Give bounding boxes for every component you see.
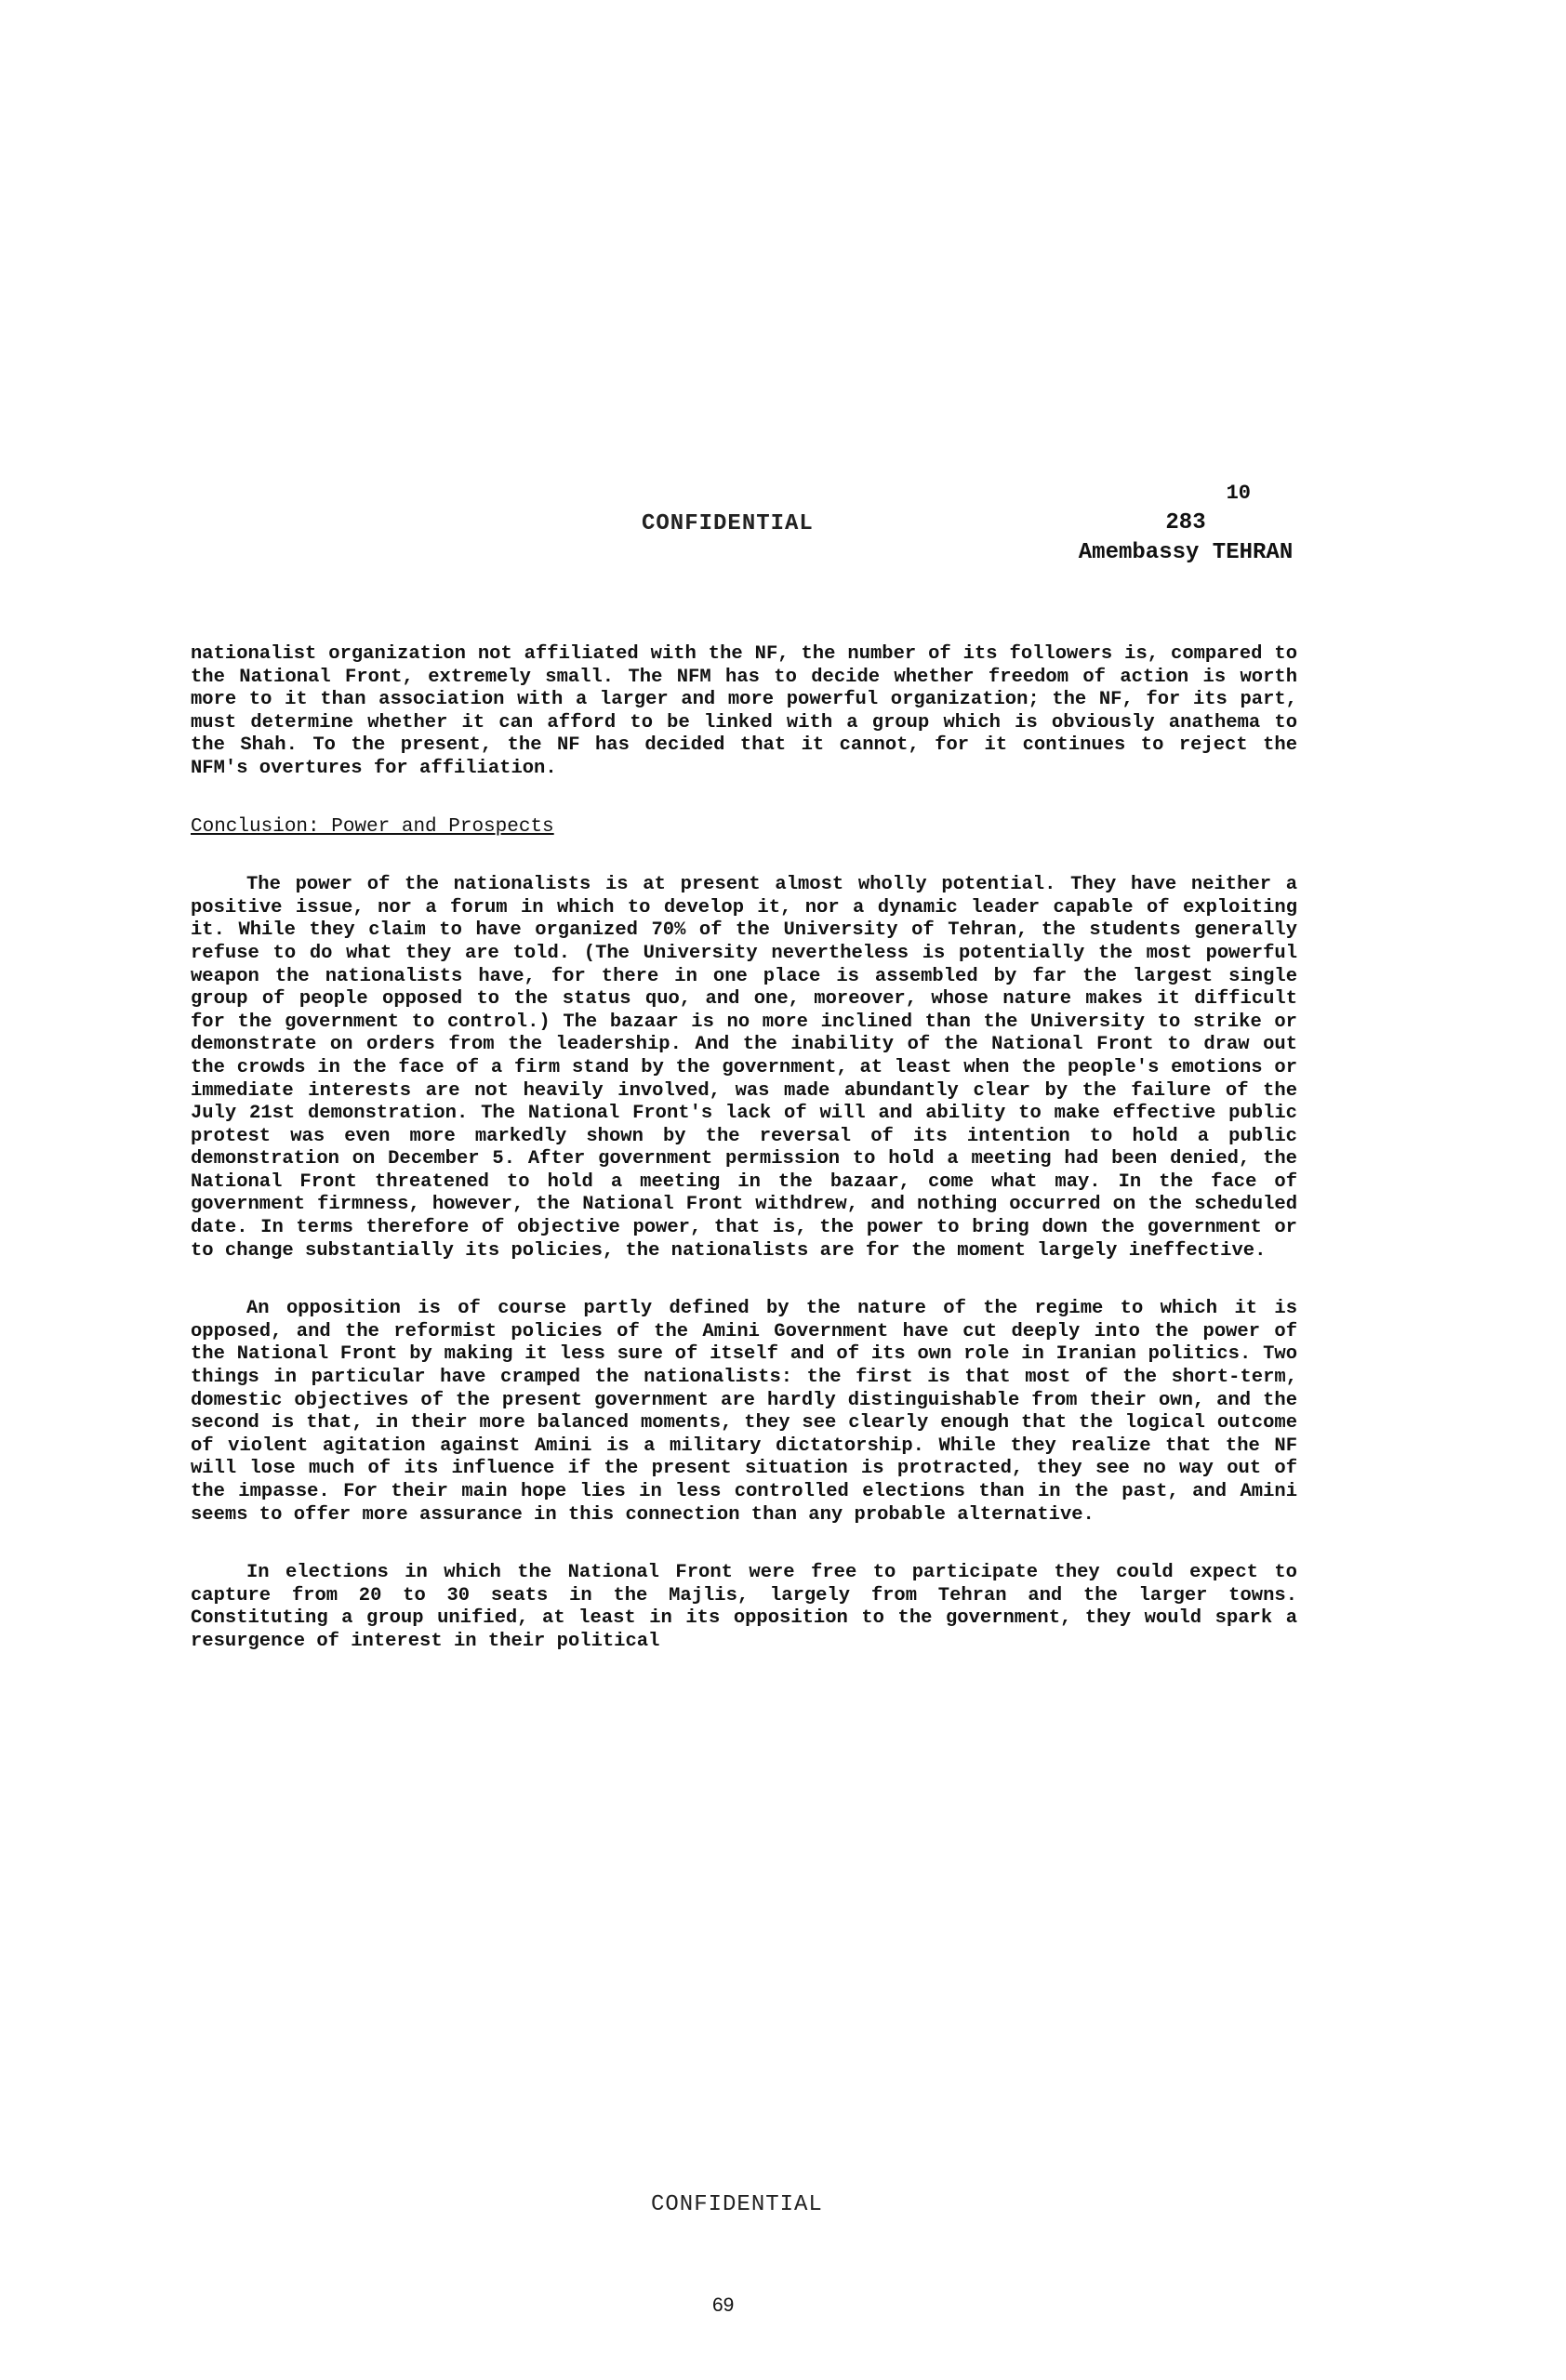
paragraph-power: The power of the nationalists is at present almost wholly potential. They have neither a positive issue, nor a forum in which to develop it, nor a dynamic leader capable of exploiting it. While they claim to have organized 70% of the University of Tehran, the students generally refuse to do what they are told. (The University nevertheless is potentially the most powerful weapon the nationalists have, for there in one place is assembled by far the largest single group of people opposed to the status quo, and one, moreover, whose nature makes it difficult for the government to control.) The bazaar is no more inclined than the University to strike or demonstrate on orders from the leadership. And the inability of the National Front to draw out the crowds in the face of a firm stand by the government, at least when the people's emotions or immediate interests are not heavily involved, was made abundantly clear by the failure of the July 21st demonstration. The National Front's lack of will and ability to make effective public protest was even more markedly shown by the reversal of its intention to hold a public demonstration on December 5. After government permission to hold a meeting had been denied, the National Front threatened to hold a meeting in the bazaar, come what may. In the face of government firmness, however, the National Front withdrew, and nothing occurred on the scheduled date. In terms therefore of objective power, that is, the power to bring down the government or to change substantially its policies, the nationalists are for the moment largely ineffective. <box>191 874 1297 1262</box>
paragraph-elections: In elections in which the National Front were free to participate they could expect to capture from 20 to 30 seats in the Majlis, largely from Tehran and the larger towns. Constituting a group unified, at least in its opposition to the government, they would spark a resurgence of interest in their political <box>191 1562 1297 1652</box>
document-body <box>191 643 1297 1689</box>
paragraph-opposition: An opposition is of course partly defined by the nature of the regime to which it is opposed, and the reformist policies of the Amini Government have cut deeply into the power of the National Front by making it less sure of itself and of its own role in Iranian politics. Two things in particular have cramped the nationalists: the first is that most of the short-term, domestic objectives of the present government are hardly distinguishable from their own, and the second is that, in their more balanced moments, they see clearly enough that the logical outcome of violent agitation against Amini is a military dictatorship. While they realize that the NF will lose much of its influence if the present situation is protracted, they see no way out of the impasse. For their main hope lies in less controlled elections than in the past, and Amini seems to offer more assurance in this connection than any probable alternative. <box>191 1298 1297 1526</box>
embassy-location: Amembassy TEHRAN <box>1078 540 1294 565</box>
header-classification: CONFIDENTIAL <box>642 511 814 536</box>
header-page-mark: 10 <box>1226 482 1251 505</box>
section-heading: Conclusion: Power and Prospects <box>191 815 554 838</box>
despatch-number: 283 <box>1165 510 1206 536</box>
page-number: 69 <box>712 2294 735 2316</box>
footer-classification: CONFIDENTIAL <box>651 2192 823 2217</box>
paragraph-continued: nationalist organization not affiliated with the NF, the number of its followers is, compared to the National Front, extremely small. The NFM has to decide whether freedom of action is worth more to it than association with a larger and more powerful organization; the NF, for its part, must determine whether it can afford to be linked with a group which is obviously anathema to the Shah. To the present, the NF has decided that it cannot, for it continues to reject the NFM's overtures for affiliation. <box>191 643 1297 779</box>
header-reference-block <box>1032 479 1339 568</box>
